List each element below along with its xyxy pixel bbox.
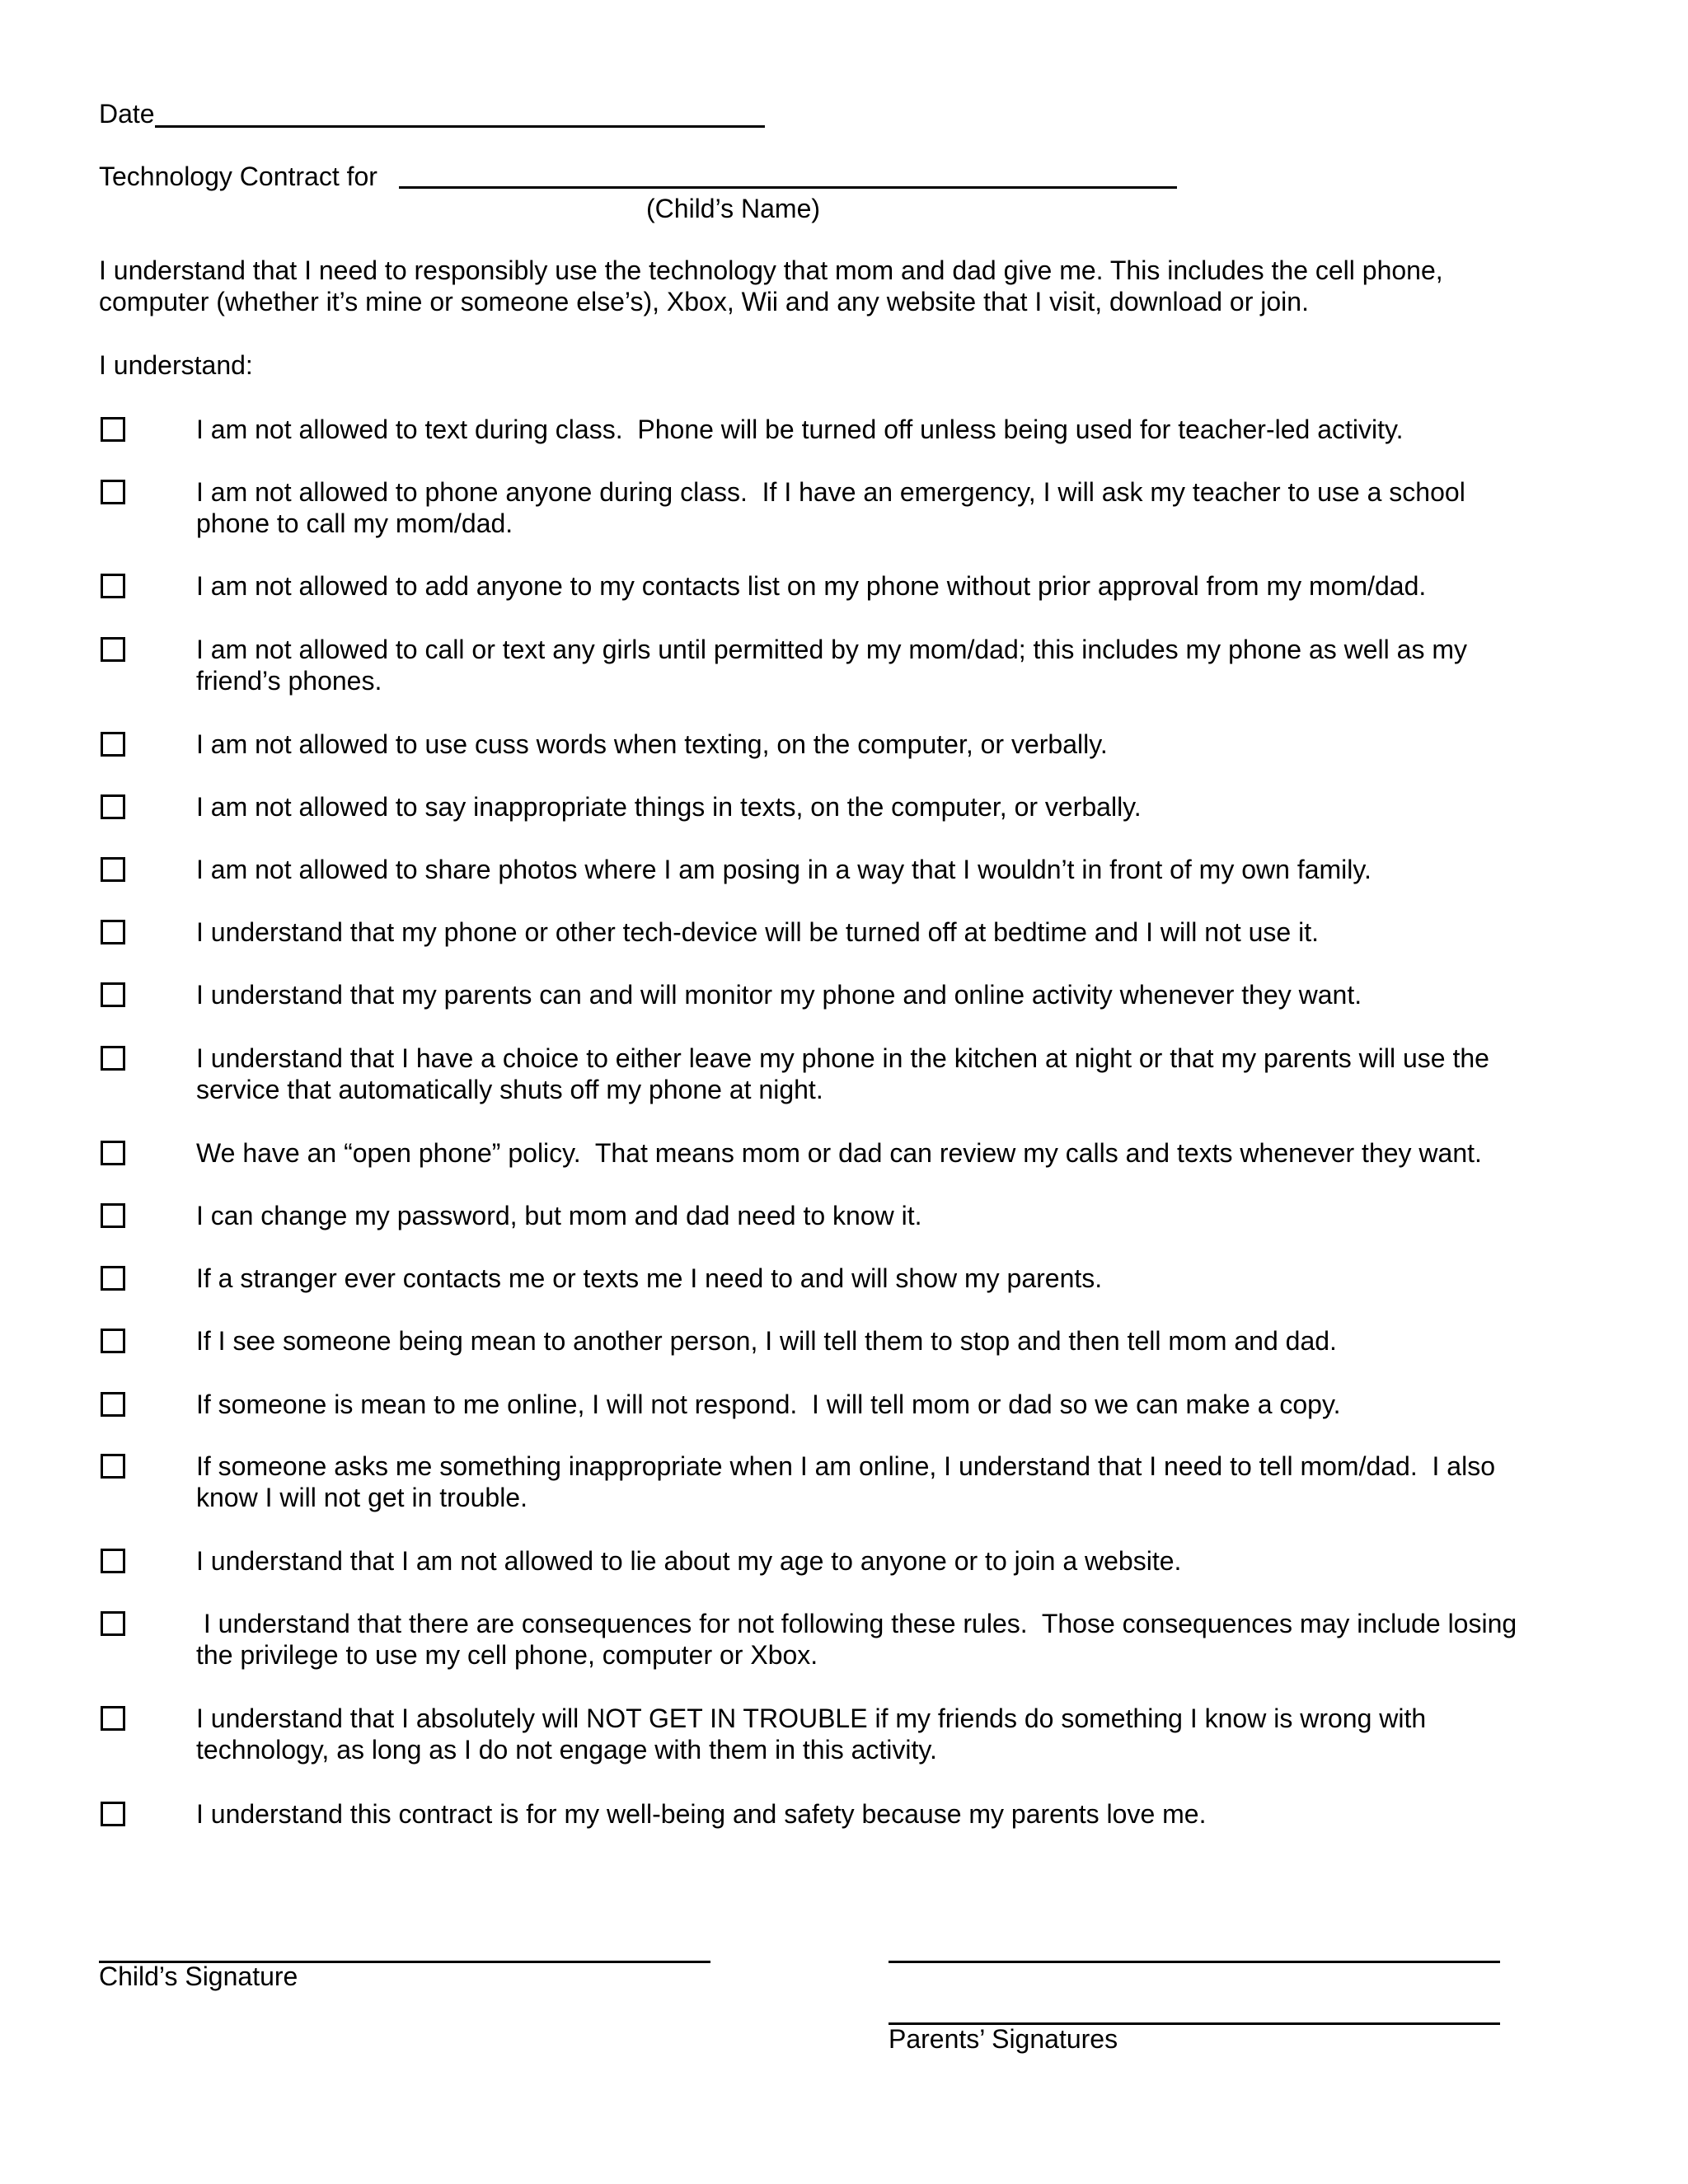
checkbox[interactable] [101,920,125,944]
checkbox[interactable] [101,1549,125,1573]
checklist-item-text: I understand that my phone or other tech-device will be turned off at bedtime and I will not use it. [196,917,1319,947]
checklist-item-text: the privilege to use my cell phone, computer or Xbox. [196,1640,818,1670]
checklist-item-text: I understand that I am not allowed to lie about my age to anyone or to join a website. [196,1546,1182,1576]
checklist-item-text: If I see someone being mean to another person, I will tell them to stop and then tell mom and dad. [196,1326,1337,1356]
checklist-item-text: I am not allowed to call or text any girls until permitted by my mom/dad; this includes my phone as well as my [196,635,1467,664]
checklist-item-text: If someone is mean to me online, I will not respond. I will tell mom or dad so we can make a copy. [196,1390,1341,1419]
checkbox[interactable] [101,574,125,598]
child-signature-label: Child’s Signature [99,1961,298,1991]
child-name-caption: (Child’s Name) [646,194,821,223]
checklist-item-text: I am not allowed to phone anyone during class. If I have an emergency, I will ask my teacher to use a school [196,477,1465,507]
date-field-line[interactable] [155,125,765,128]
checkbox[interactable] [101,1329,125,1353]
checkbox[interactable] [101,1266,125,1291]
checkbox[interactable] [101,1706,125,1731]
checklist-item-text: I am not allowed to share photos where I am posing in a way that I wouldn’t in front of my own family. [196,855,1372,884]
checklist-item-text: know I will not get in trouble. [196,1483,528,1512]
checkbox[interactable] [101,1802,125,1826]
checklist-item-text: I understand this contract is for my well-being and safety because my parents love me. [196,1799,1207,1829]
checkbox[interactable] [101,417,125,442]
checklist-item-text: I understand that I absolutely will NOT GET IN TROUBLE if my friends do something I know is wrong with [196,1704,1427,1733]
date-label: Date [99,99,155,129]
understand-label: I understand: [99,350,253,380]
checkbox[interactable] [101,1141,125,1165]
checkbox[interactable] [101,1392,125,1417]
intro-line-2: computer (whether it’s mine or someone else’s), Xbox, Wii and any website that I visit, download or join. [99,287,1309,316]
checklist-item-text: I understand that my parents can and will monitor my phone and online activity whenever they want. [196,980,1362,1010]
checklist-item-text: service that automatically shuts off my phone at night. [196,1075,823,1104]
checkbox[interactable] [101,1611,125,1636]
checklist-item-text: friend’s phones. [196,666,382,696]
checkbox[interactable] [101,1046,125,1071]
checklist-item-text: We have an “open phone” policy. That means mom or dad can review my calls and texts whenever they want. [196,1138,1482,1168]
checklist-item-text: I am not allowed to text during class. Phone will be turned off unless being used for teacher-led activity. [196,415,1404,444]
checkbox[interactable] [101,794,125,819]
checkbox[interactable] [101,857,125,882]
child-name-field-line[interactable] [399,186,1177,189]
checkbox[interactable] [101,732,125,757]
intro-line-1: I understand that I need to responsibly use the technology that mom and dad give me. This includes the cell phone, [99,255,1443,285]
checkbox[interactable] [101,1454,125,1479]
checkbox[interactable] [101,637,125,662]
checkbox[interactable] [101,480,125,504]
checklist-item-text: I understand that there are consequences for not following these rules. Those consequences may include losing [196,1609,1517,1638]
checklist-item-text: I am not allowed to say inappropriate things in texts, on the computer, or verbally. [196,792,1142,822]
checklist-item-text: I understand that I have a choice to either leave my phone in the kitchen at night or that my parents will use the [196,1043,1489,1073]
checkbox[interactable] [101,982,125,1007]
contract-title: Technology Contract for [99,162,377,191]
checklist-item-text: I can change my password, but mom and dad need to know it. [196,1201,922,1230]
parents-signature-label: Parents’ Signatures [889,2024,1118,2054]
parent-signature-line-1[interactable] [889,1961,1500,1963]
checklist-item-text: I am not allowed to use cuss words when texting, on the computer, or verbally. [196,729,1108,759]
checklist-item-text: phone to call my mom/dad. [196,509,513,538]
checklist-item-text: If a stranger ever contacts me or texts me I need to and will show my parents. [196,1263,1103,1293]
checklist-item-text: I am not allowed to add anyone to my contacts list on my phone without prior approval from my mom/dad. [196,571,1427,601]
checklist-item-text: If someone asks me something inappropriate when I am online, I understand that I need to tell mom/dad. I also [196,1451,1495,1481]
checkbox[interactable] [101,1203,125,1228]
checklist-item-text: technology, as long as I do not engage with them in this activity. [196,1735,937,1765]
